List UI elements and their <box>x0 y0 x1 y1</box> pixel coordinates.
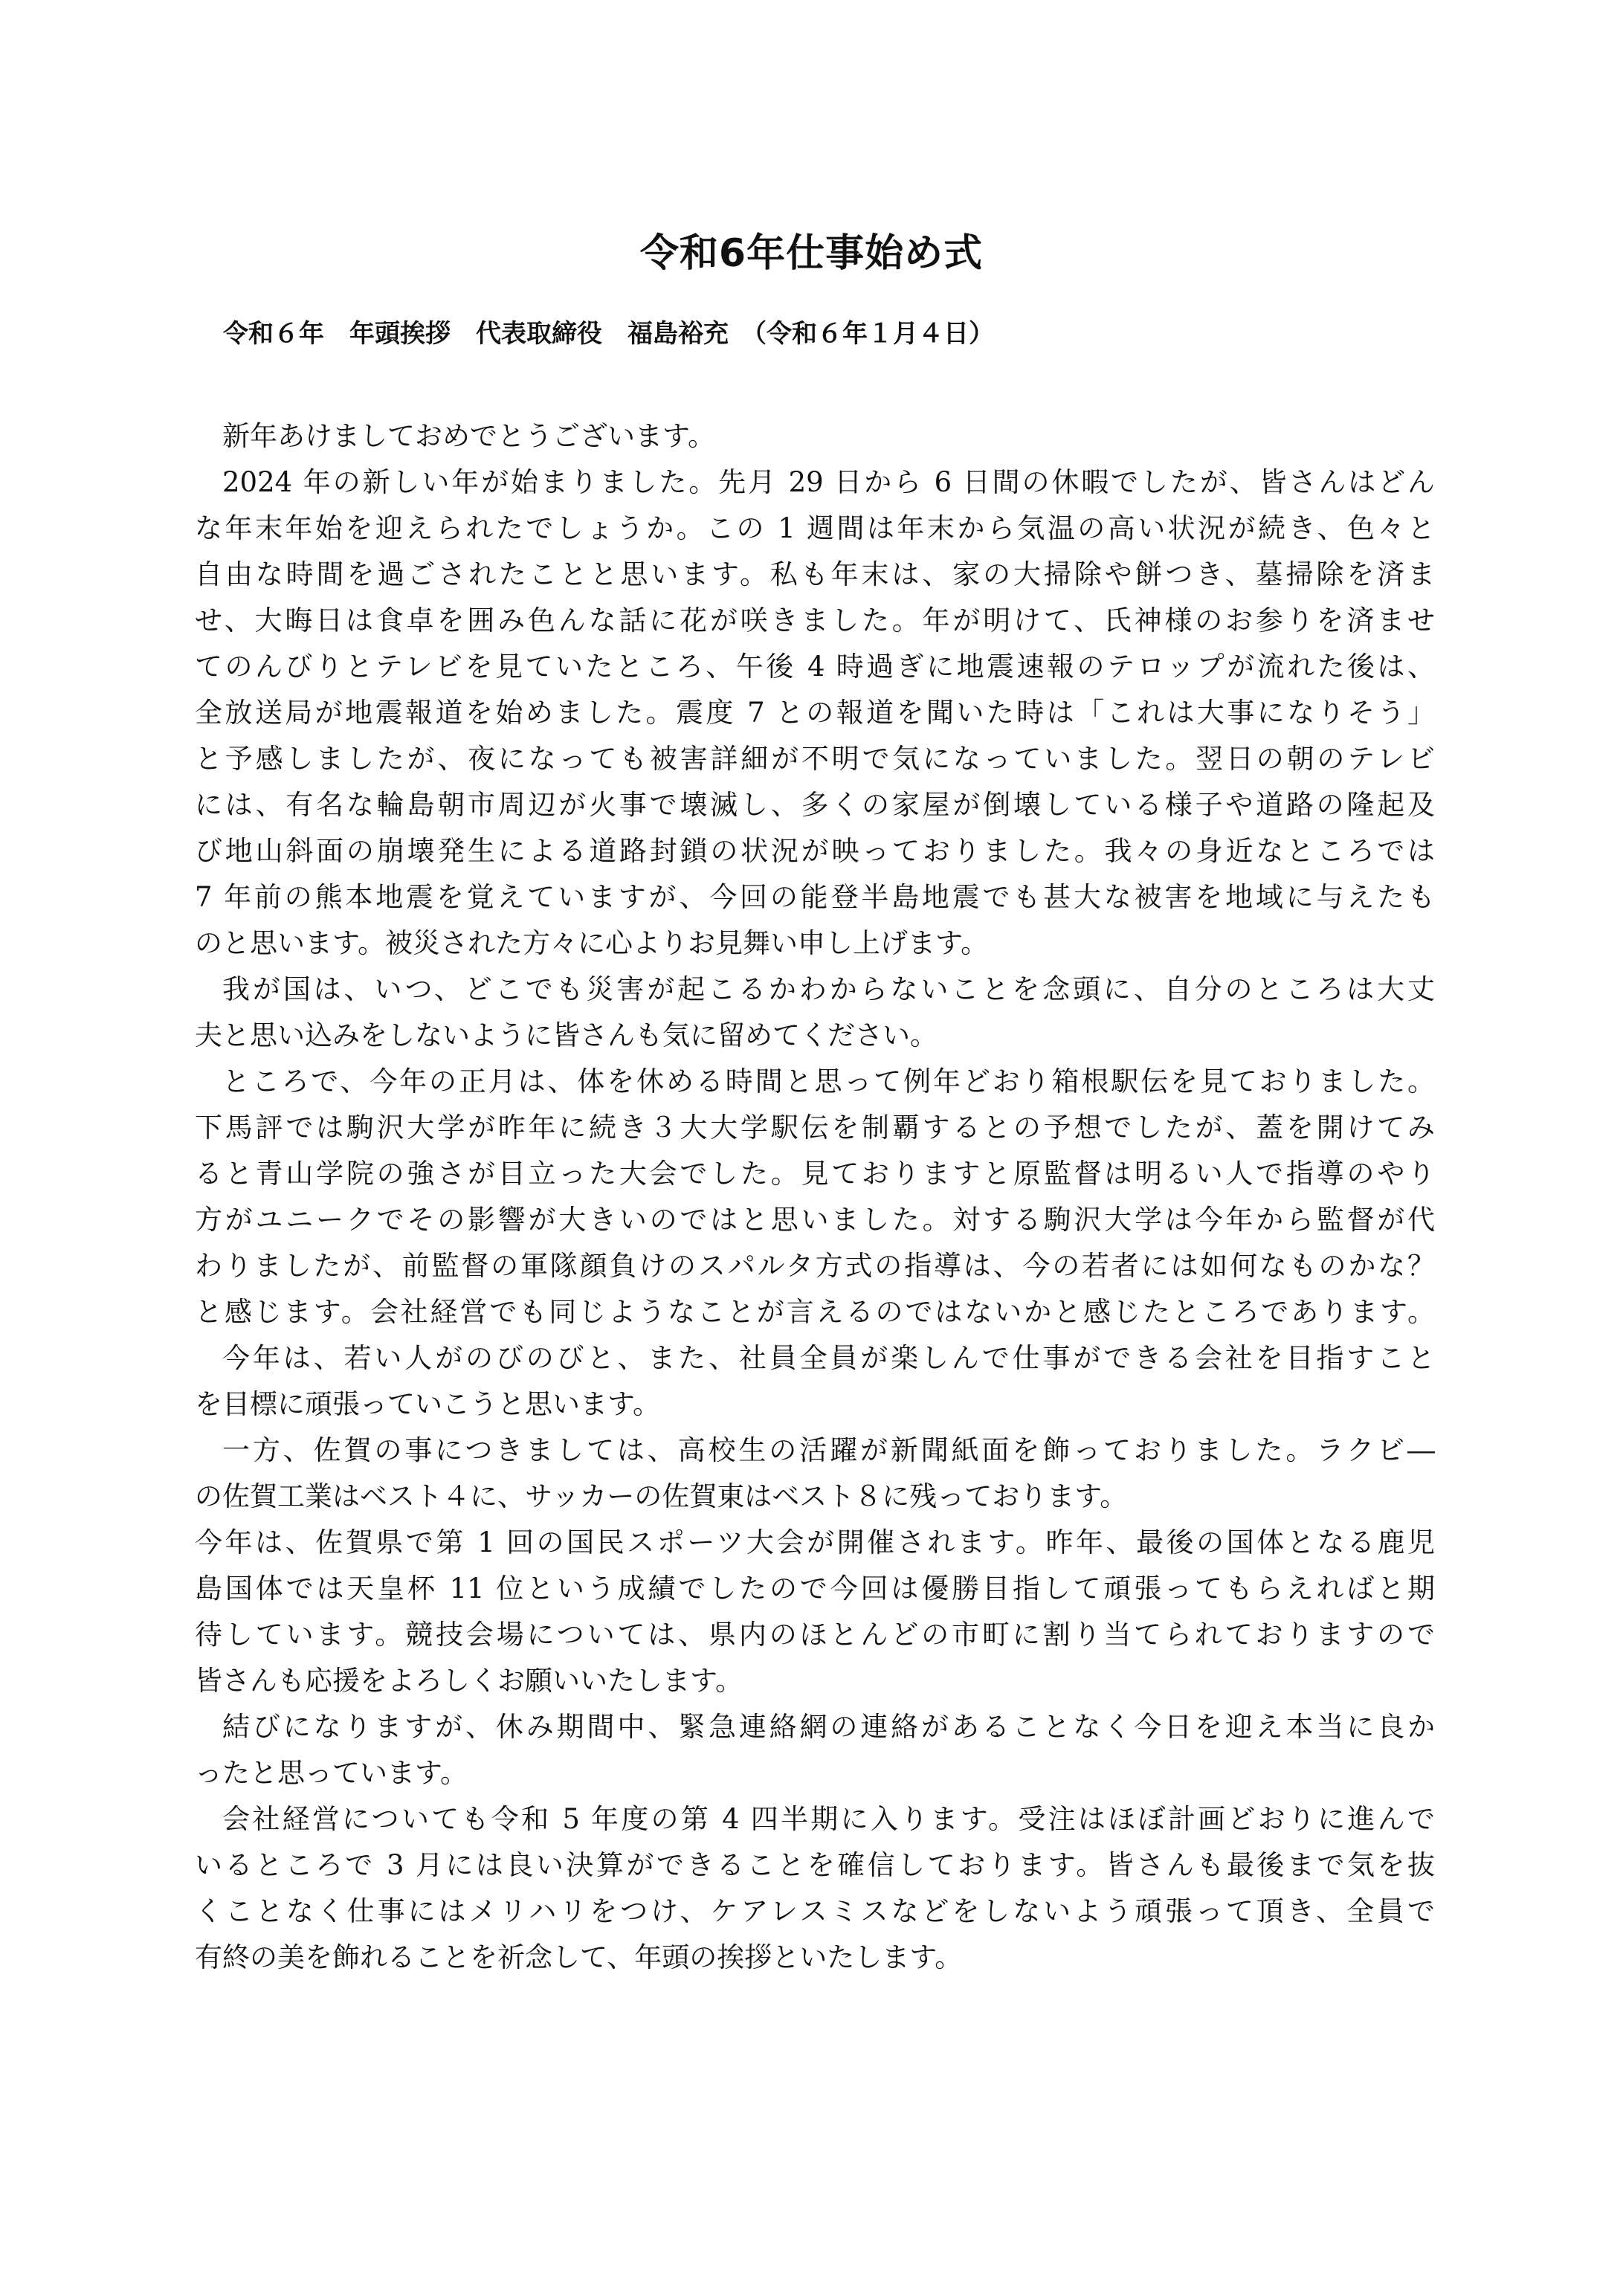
body-line: 今年は、若い人がのびのびと、また、社員全員が楽しんで仕事ができる会社を目指すこと <box>222 1342 1435 1374</box>
document-body <box>195 413 1435 1981</box>
body-line: 皆さんも応援をよろしくお願いいたします。 <box>195 1665 743 1697</box>
body-line: 結びになりますが、休み期間中、緊急連絡網の連絡があることなく今日を迎え本当に良か <box>222 1711 1435 1743</box>
body-line: ところで、今年の正月は、体を休める時間と思って例年どおり箱根駅伝を見ておりました。 <box>222 1065 1435 1097</box>
body-line: と感じます。会社経営でも同じようなことが言えるのではないかと感じたところであります。 <box>195 1296 1435 1328</box>
document-subtitle: 令和６年 年頭挨拶 代表取締役 福島裕充 （令和６年１月４日） <box>223 319 994 349</box>
body-line: のと思います。被災された方々に心よりお見舞い申し上げます。 <box>195 927 989 959</box>
body-line: 島国体では天皇杯 11 位という成績でしたので今回は優勝目指して頑張ってもらえればと期 <box>195 1573 1435 1605</box>
body-line: 夫と思い込みをしないように皆さんも気に留めてください。 <box>195 1019 938 1051</box>
body-line: 新年あけましておめでとうございます。 <box>222 420 716 452</box>
body-line: 今年は、佐賀県で第 1 回の国民スポーツ大会が開催されます。昨年、最後の国体となる鹿児 <box>195 1526 1435 1558</box>
body-line: び地山斜面の崩壊発生による道路封鎖の状況が映っておりました。我々の身近なところでは <box>195 835 1435 867</box>
body-line: 自由な時間を過ごされたことと思います。私も年末は、家の大掃除や餅つき、墓掃除を済ま <box>195 558 1435 590</box>
body-line: 有終の美を飾れることを祈念して、年頭の挨拶といたします。 <box>195 1941 963 1973</box>
body-line: 一方、佐賀の事につきましては、高校生の活躍が新聞紙面を飾っておりました。ラクビ― <box>222 1434 1435 1466</box>
body-line: くことなく仕事にはメリハリをつけ、ケアレスミスなどをしないよう頑張って頂き、全員で <box>195 1895 1435 1927</box>
body-line: 2024 年の新しい年が始まりました。先月 29 日から 6 日間の休暇でしたが、皆さんはどん <box>222 466 1435 498</box>
body-line: 全放送局が地震報道を始めました。震度 7 との報道を聞いた時は「これは大事になりそう」 <box>195 697 1435 729</box>
body-line: 会社経営についても令和 5 年度の第 4 四半期に入ります。受注はほぼ計画どおりに進んで <box>222 1803 1435 1835</box>
body-line: ると青山学院の強さが目立った大会でした。見ておりますと原監督は明るい人で指導のやり <box>195 1158 1435 1190</box>
body-line: と予感しましたが、夜になっても被害詳細が不明で気になっていました。翌日の朝のテレビ <box>195 743 1435 775</box>
body-line: てのんびりとテレビを見ていたところ、午後 4 時過ぎに地震速報のテロップが流れた後は、 <box>195 651 1435 683</box>
body-line: せ、大晦日は食卓を囲み色んな話に花が咲きました。年が明けて、氏神様のお参りを済ませ <box>195 604 1435 636</box>
body-line: 下馬評では駒沢大学が昨年に続き３大大学駅伝を制覇するとの予想でしたが、蓋を開けてみ <box>195 1112 1435 1144</box>
body-line: の佐賀工業はベスト４に、サッカーの佐賀東はベスト８に残っております。 <box>195 1480 1128 1512</box>
body-line: な年末年始を迎えられたでしょうか。この 1 週間は年末から気温の高い状況が続き、色々と <box>195 512 1435 544</box>
body-line: 方がユニークでその影響が大きいのではと思いました。対する駒沢大学は今年から監督が代 <box>195 1204 1435 1236</box>
body-line: 我が国は、いつ、どこでも災害が起こるかわからないことを念頭に、自分のところは大丈 <box>222 973 1435 1005</box>
body-line: 待しています。競技会場については、県内のほとんどの市町に割り当てられておりますので <box>195 1619 1435 1651</box>
body-line: には、有名な輪島朝市周辺が火事で壊滅し、多くの家屋が倒壊している様子や道路の隆起及 <box>195 789 1435 821</box>
body-line: わりましたが、前監督の軍隊顔負けのスパルタ方式の指導は、今の若者には如何なものかな？ <box>195 1250 1435 1282</box>
document-title: 令和6年仕事始め式 <box>639 231 984 276</box>
body-line: いるところで 3 月には良い決算ができることを確信しております。皆さんも最後まで気を抜 <box>195 1849 1435 1881</box>
body-line: 7 年前の熊本地震を覚えていますが、今回の能登半島地震でも甚大な被害を地域に与えたも <box>195 881 1435 913</box>
body-line: ったと思っています。 <box>195 1757 468 1789</box>
body-line: を目標に頑張っていこうと思います。 <box>195 1388 661 1420</box>
